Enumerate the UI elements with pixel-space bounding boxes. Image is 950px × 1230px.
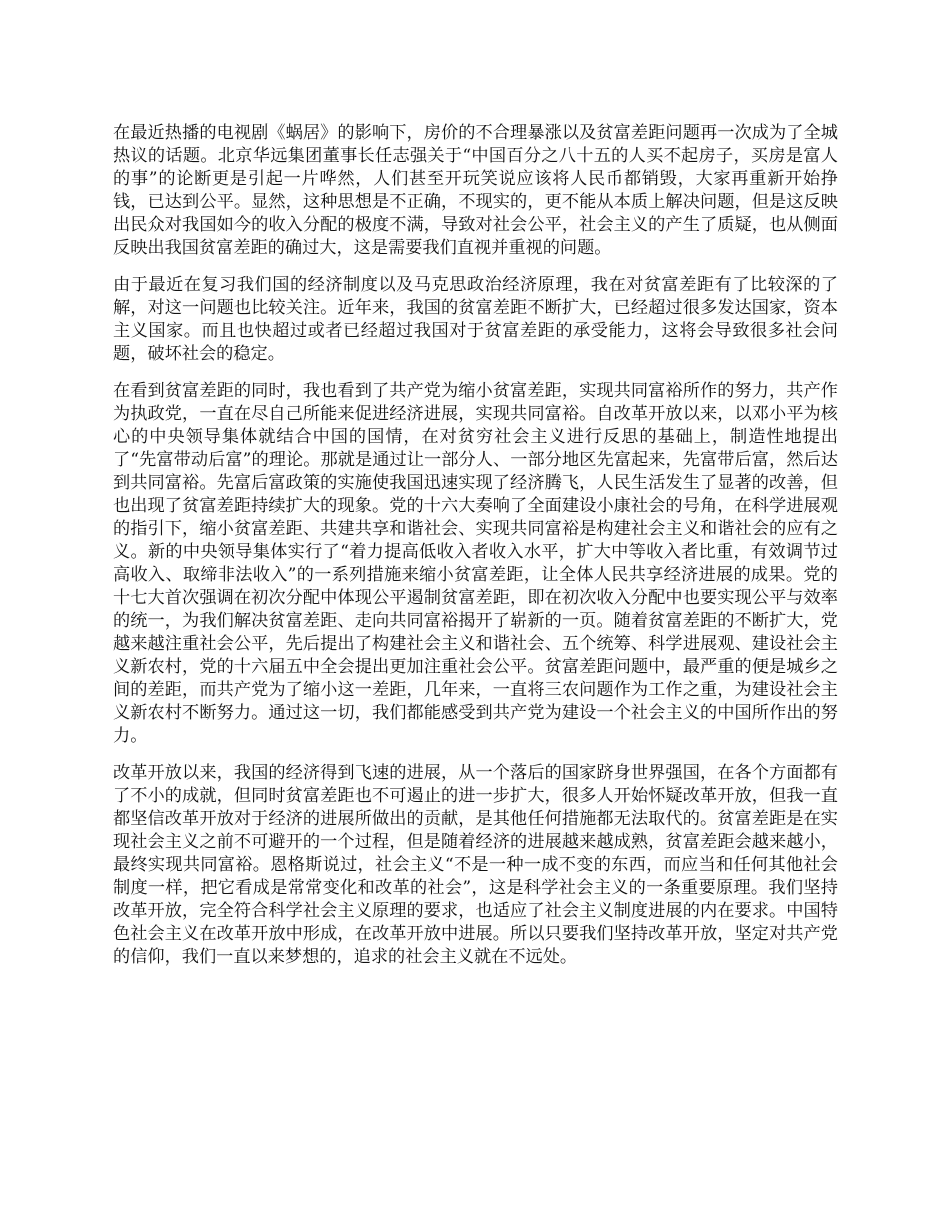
paragraph-2: 由于最近在复习我们国的经济制度以及马克思政治经济原理，我在对贫富差距有了比较深的了解，对这一问题也比较关注。近年来，我国的贫富差距不断扩大，已经超过很多发达国家，资本主义国家。而且也快超过或者已经超过我国对于贫富差距的承受能力，这将会导致很多社会问题，破坏社会的稳定。 xyxy=(113,275,838,364)
paragraph-3: 在看到贫富差距的同时，我也看到了共产党为缩小贫富差距，实现共同富裕所作的努力，共产作为执政党，一直在尽自己所能来促进经济进展，实现共同富裕。自改革开放以来，以邓小平为核心的中央领导集体就结合中国的国情，在对贫穷社会主义进行反思的基础上，制造性地提出了“先富带动后富”的理论。那就是通过让一部分人、一部分地区先富起来，先富带后富，然后达到共同富裕。先富后富政策的实施使我国迅速实现了经济腾飞，人民生活发生了显著的改善，但也出现了贫富差距持续扩大的现象。党的十六大奏响了全面建设小康社会的号角，在科学进展观的指引下，缩小贫富差距、共建共享和谐社会、实现共同富裕是构建社会主义和谐社会的应有之义。新的中央领导集体实行了“着力提高低收入者收入水平，扩大中等收入者比重，有效调节过高收入、取缔非法收入”的一系列措施来缩小贫富差距，让全体人民共享经济进展的成果。党的十七大首次强调在初次分配中体现公平遏制贫富差距，即在初次收入分配中也要实现公平与效率的统一，为我们解决贫富差距、走向共同富裕揭开了崭新的一页。随着贫富差距的不断扩大，党越来越注重社会公平，先后提出了构建社会主义和谐社会、五个统筹、科学进展观、建设社会主义新农村，党的十六届五中全会提出更加注重社会公平。贫富差距问题中，最严重的便是城乡之间的差距，而共产党为了缩小这一差距，几年来，一直将三农问题作为工作之重，为建设社会主义新农村不断努力。通过这一切，我们都能感受到共产党为建设一个社会主义的中国所作出的努力。 xyxy=(113,381,838,746)
paragraph-1: 在最近热播的电视剧《蜗居》的影响下，房价的不合理暴涨以及贫富差距问题再一次成为了全城热议的话题。北京华远集团董事长任志强关于“中国百分之八十五的人买不起房子，买房是富人的事”的论断更是引起一片哗然，人们甚至开玩笑说应该将人民币都销毁，大家再重新开始挣钱，已达到公平。显然，这种思想是不正确，不现实的，更不能从本质上解决问题，但是这反映出民众对我国如今的收入分配的极度不满，导致对社会公平，社会主义的产生了质疑，也从侧面反映出我国贫富差距的确过大，这是需要我们直视并重视的问题。 xyxy=(113,123,838,258)
document-body xyxy=(113,122,838,983)
paragraph-4: 改革开放以来，我国的经济得到飞速的进展，从一个落后的国家跻身世界强国，在各个方面都有了不小的成就，但同时贫富差距也不可遏止的进一步扩大，很多人开始怀疑改革开放，但我一直都坚信改革开放对于经济的进展所做出的贡献，是其他任何措施都无法取代的。贫富差距是在实现社会主义之前不可避开的一个过程，但是随着经济的进展越来越成熟，贫富差距会越来越小，最终实现共同富裕。恩格斯说过，社会主义“不是一种一成不变的东西，而应当和任何其他社会制度一样，把它看成是常常变化和改革的社会”，这是科学社会主义的一条重要原理。我们坚持改革开放，完全符合科学社会主义原理的要求，也适应了社会主义制度进展的内在要求。中国特色社会主义在改革开放中形成，在改革开放中进展。所以只要我们坚持改革开放，坚定对共产党的信仰，我们一直以来梦想的，追求的社会主义就在不远处。 xyxy=(113,763,838,967)
